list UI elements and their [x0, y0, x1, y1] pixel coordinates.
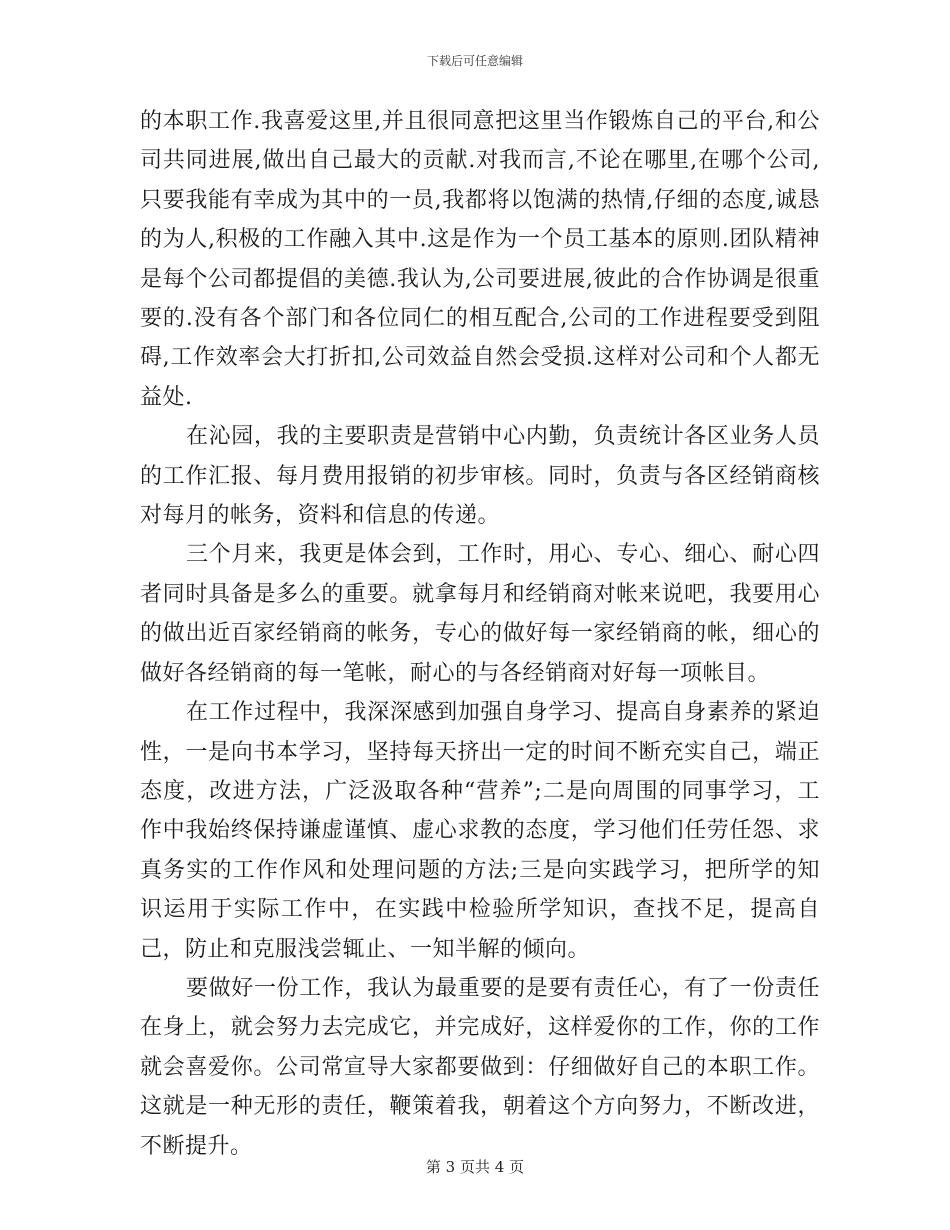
page-header: 下载后可任意编辑 — [426, 54, 523, 68]
paragraph-learning: 在工作过程中，我深深感到加强自身学习、提高自身素养的紧迫性，一是向书本学习，坚持每天挤出一定的时间不断充实自己，端正态度，改进方法，广泛汲取各种“营养”;二是向周围的同事学习，工作中我始终保持谦虚谨慎、虚心求教的态度，学习他们任劳任怨、求真务实的工作作风和处理问题的方法;三是向实践学习，把所学的知识运用于实际工作中，在实践中检验所学知识，查找不足，提高自己，防止和克服浅尝辄止、一知半解的倾向。 — [140, 700, 820, 962]
document-body — [140, 102, 820, 1166]
page-number-footer: 第 3 页共 4 页 — [425, 1158, 525, 1176]
paragraph-continuation: 的本职工作.我喜爱这里,并且很同意把这里当作锻炼自己的平台,和公司共同进展,做出自己最大的贡献.对我而言,不论在哪里,在哪个公司,只要我能有幸成为其中的一员,我都将以饱满的热情,仔细的态度,诚恳的为人,积极的工作融入其中.这是作为一个员工基本的原则.团队精神是每个公司都提倡的美德.我认为,公司要进展,彼此的合作协调是很重要的.没有各个部门和各位同仁的相互配合,公司的工作进程要受到阻碍,工作效率会大打折扣,公司效益自然会受损.这样对公司和个人都无益处. — [140, 109, 820, 410]
paragraph-experience: 三个月来，我更是体会到，工作时，用心、专心、细心、耐心四者同时具备是多么的重要。就拿每月和经销商对帐来说吧，我要用心的做出近百家经销商的帐务，专心的做好每一家经销商的帐，细心的做好各经销商的每一笔帐，耐心的与各经销商对好每一项帐目。 — [140, 542, 820, 686]
paragraph-duties: 在沁园，我的主要职责是营销中心内勤，负责统计各区业务人员的工作汇报、每月费用报销的初步审核。同时，负责与各区经销商核对每月的帐务，资料和信息的传递。 — [140, 424, 820, 529]
paragraph-responsibility: 要做好一份工作，我认为最重要的是要有责任心，有了一份责任在身上，就会努力去完成它，并完成好，这样爱你的工作，你的工作就会喜爱你。公司常宣导大家都要做到：仔细做好自己的本职工作。这就是一种无形的责任，鞭策着我，朝着这个方向努力，不断改进，不断提升。 — [140, 975, 820, 1159]
